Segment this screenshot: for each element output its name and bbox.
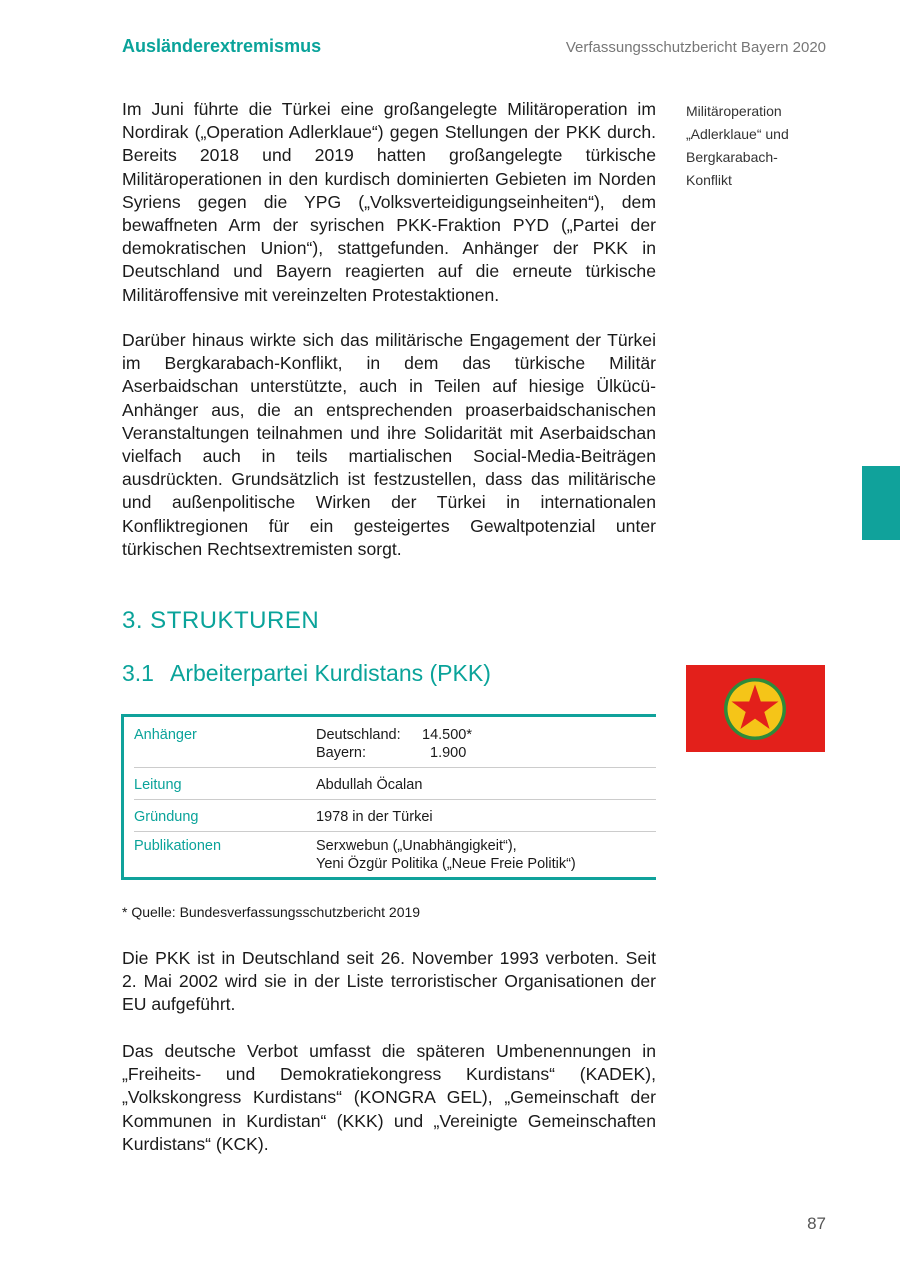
paragraph-operation-adlerklaue: Im Juni führte die Türkei eine großangelegte Militäroperation im Nordirak („Operation Adlerklaue“) gegen Stellungen der PKK durch. Bereits 2018 und 2019 hatten großangelegte türkische Militäroperationen in den kurdisch dominierten Gebieten im Norden Syriens gegen die YPG („Volksverteidigungseinheiten“), dem bewaffneten Arm der syrischen PKK-Fraktion PYD („Partei der demokratischen Union“), stattgefunden. Anhänger der PKK in Deutschland und Bayern reagierten auf die erneute türkische Militäroffensive mit vereinzelten Protestaktionen. [122, 99, 656, 305]
pkk-info-table [121, 714, 656, 880]
margin-note-line: Konflikt [686, 172, 732, 188]
info-sublabel: Bayern: [316, 745, 366, 761]
publication-name: Yeni Özgür Politika („Neue Freie Politik“) [316, 856, 576, 872]
margin-note [686, 100, 816, 192]
subsection-number: 3.1 [122, 660, 154, 686]
chapter-side-tab [862, 466, 900, 540]
table-divider [134, 831, 656, 832]
info-number: 14.500* [422, 727, 472, 743]
info-value: 1978 in der Türkei [316, 809, 433, 825]
info-value [316, 726, 472, 762]
info-value [316, 837, 576, 873]
publication-name: Serxwebun („Unabhängigkeit“), [316, 838, 517, 854]
margin-note-line: Bergkarabach- [686, 149, 778, 165]
paragraph-bergkarabach: Darüber hinaus wirkte sich das militärische Engagement der Türkei im Bergkarabach-Konflikt, in dem das türkische Militär Aserbaidschan unterstützte, auch in Teilen auf hiesige Ülkücü-Anhänger aus, die an entsprechenden proaserbaidschanischen Veranstaltungen teilnahmen und ihre Solidarität mit Aserbaidschan vielfach auch in teils martialischen Social-Media-Beiträgen ausdrückten. Grundsätzlich ist festzustellen, dass das militärische und außenpolitische Wirken der Türkei in internationalen Konfliktregionen für ein gesteigertes Gewaltpotenzial unter türkischen Rechtsextremisten sorgt. [122, 330, 656, 559]
section-heading: 3. STRUKTUREN [122, 607, 320, 634]
table-divider [134, 767, 656, 768]
info-label: Anhänger [134, 727, 197, 743]
paragraph-ban-renamings: Das deutsche Verbot umfasst die späteren Umbenennungen in „Freiheits- und Demokratiekongress Kurdistans“ (KADEK), „Volkskongress Kurdistans“ (KONGRA GEL), „Gemeinschaft der Kommunen in Kurdistan“ (KKK) und „Vereinigte Gemeinschaften Kurdistans“ (KCK). [122, 1041, 656, 1154]
info-label: Leitung [134, 777, 182, 793]
table-divider [134, 799, 656, 800]
pkk-flag-image [686, 665, 825, 752]
pkk-flag-emblem-icon [686, 665, 825, 752]
margin-note-line: „Adlerklaue“ und [686, 126, 789, 142]
table-footnote: * Quelle: Bundesverfassungsschutzbericht 2019 [122, 904, 421, 920]
page-number: 87 [807, 1214, 826, 1233]
subsection-title: Arbeiterpartei Kurdistans (PKK) [170, 660, 491, 686]
margin-note-line: Militäroperation [686, 103, 782, 119]
info-value: Abdullah Öcalan [316, 777, 423, 793]
paragraph-pkk-ban: Die PKK ist in Deutschland seit 26. November 1993 verboten. Seit 2. Mai 2002 wird sie in der Liste terroristischer Organisationen der EU aufgeführt. [122, 948, 656, 1015]
info-label: Publikationen [134, 838, 222, 854]
running-head-publication: Verfassungsschutzbericht Bayern 2020 [565, 39, 826, 56]
info-sublabel: Deutschland: [316, 727, 401, 743]
subsection-heading [122, 660, 491, 687]
info-label: Gründung [134, 809, 199, 825]
running-head-section: Ausländerextremismus [122, 36, 322, 56]
info-number: 1.900 [430, 745, 467, 761]
